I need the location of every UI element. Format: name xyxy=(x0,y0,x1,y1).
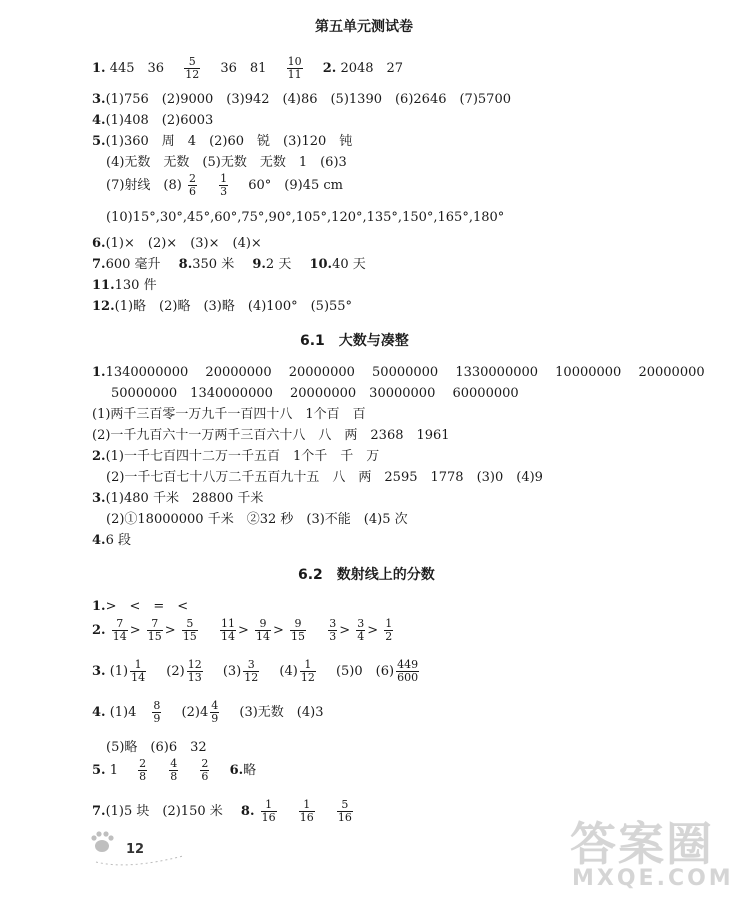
answer-text: (1)5 块 (2)150 米 xyxy=(105,804,223,819)
answer-line xyxy=(92,529,131,548)
answer-text: > < = < xyxy=(105,599,189,614)
answer-line xyxy=(92,361,705,380)
question-number: 5. xyxy=(92,134,106,149)
fraction: $\frac{11}{14}$ xyxy=(220,617,235,643)
answer-text: (2)①18000000 千米 ②32 秒 (3)不能 (4)5 次 xyxy=(106,512,408,527)
question-number: 1. xyxy=(92,365,106,380)
section-title: 6.1 大数与凑整 xyxy=(300,333,409,349)
fraction: $\frac{10}{11}$ xyxy=(287,55,302,81)
question-number: 1. xyxy=(92,61,106,76)
answer-line xyxy=(92,618,395,643)
fraction: $\frac{3}{12}$ xyxy=(244,658,259,684)
answer-line xyxy=(106,173,343,198)
answer-text: 40 天 xyxy=(332,257,366,272)
answer-text: (1)480 千米 28800 千米 xyxy=(105,491,264,506)
question-number: 9. xyxy=(252,257,266,272)
answer-text: 60° (9)45 cm xyxy=(248,178,344,193)
fraction: $\frac{12}{13}$ xyxy=(187,658,202,684)
answer-text: (7)射线 (8) xyxy=(106,178,182,193)
answer-line xyxy=(92,445,379,464)
page-number: 12 xyxy=(126,842,145,857)
answer-text: (4)无数 无数 (5)无数 无数 1 (6)3 xyxy=(106,155,347,170)
answer-line xyxy=(92,130,352,149)
fraction: $\frac{9}{15}$ xyxy=(291,617,306,643)
answer-line xyxy=(106,151,347,170)
answer-line xyxy=(106,508,408,527)
fraction: $\frac{2}{6}$ xyxy=(188,172,196,198)
question-number: 11. xyxy=(92,278,115,293)
greater-than: > xyxy=(367,623,379,638)
fraction: $\frac{4}{8}$ xyxy=(170,757,178,783)
question-number: 5. xyxy=(92,763,106,778)
answer-text: (1) xyxy=(109,664,129,679)
answer-text: 350 米 xyxy=(192,257,235,272)
answer-text: (2)一千九百六十一万两千三百六十八 八 两 2368 1961 xyxy=(92,428,450,443)
fraction: $\frac{8}{9}$ xyxy=(153,699,161,725)
fraction: $\frac{1}{3}$ xyxy=(220,172,228,198)
question-number: 1. xyxy=(92,599,106,614)
fraction: $\frac{5}{15}$ xyxy=(182,617,197,643)
answer-line xyxy=(92,274,157,293)
answer-text: 2048 27 xyxy=(340,61,404,76)
answer-text: (1)略 (2)略 (3)略 (4)100° (5)55° xyxy=(114,299,353,314)
greater-than: > xyxy=(129,623,141,638)
answer-line xyxy=(92,758,256,783)
answer-text: 略 xyxy=(243,763,257,778)
question-number: 10. xyxy=(309,257,333,272)
answer-line xyxy=(92,88,511,107)
greater-than: > xyxy=(273,623,284,638)
answer-text: 600 毫升 xyxy=(105,257,161,272)
answer-text: 2 天 xyxy=(265,257,292,272)
answer-text: (3) xyxy=(222,664,242,679)
question-number: 3. xyxy=(92,92,106,107)
fraction: $\frac{3}{4}$ xyxy=(357,617,365,643)
answer-line xyxy=(111,382,519,401)
answer-text: 36 81 xyxy=(220,61,267,76)
answer-text: 1340000000 20000000 20000000 50000000 1330000000 10000000 20000000 xyxy=(105,365,705,380)
answer-text: (5)0 (6) xyxy=(335,664,395,679)
fraction: $\frac{2}{8}$ xyxy=(139,757,147,783)
question-number: 7. xyxy=(92,804,106,819)
answer-text: 6 段 xyxy=(105,533,131,548)
answer-text: (1)4 xyxy=(109,705,137,720)
answer-text: (5)略 (6)6 32 xyxy=(106,740,207,755)
fraction: $\frac{5}{16}$ xyxy=(337,798,352,824)
question-number: 12. xyxy=(92,299,115,314)
question-number: 8. xyxy=(240,804,255,819)
answer-line xyxy=(92,403,366,422)
answer-line xyxy=(106,466,543,485)
fraction: $\frac{3}{3}$ xyxy=(329,617,337,643)
fraction: $\frac{4}{9}$ xyxy=(211,699,219,725)
answer-line xyxy=(106,736,207,755)
answer-line xyxy=(92,595,188,614)
answer-line xyxy=(92,700,323,725)
answer-line xyxy=(92,487,263,506)
answer-line xyxy=(92,295,352,314)
watermark-url: MXQE.COM xyxy=(572,866,734,891)
answer-line xyxy=(92,424,450,443)
question-number: 6. xyxy=(92,236,106,251)
answer-line xyxy=(92,799,355,824)
greater-than: > xyxy=(237,623,249,638)
fraction: $\frac{7}{14}$ xyxy=(112,617,127,643)
answer-line xyxy=(92,232,262,251)
fraction: $\frac{1}{2}$ xyxy=(385,617,393,643)
answer-text: (2) xyxy=(166,664,185,679)
greater-than: > xyxy=(164,623,176,638)
greater-than: > xyxy=(339,623,351,638)
answer-text: 445 36 xyxy=(109,61,165,76)
section-title: 第五单元测试卷 xyxy=(315,19,413,35)
answer-text: (1)两千三百零一万九千一百四十八 1个百 百 xyxy=(92,407,366,422)
answer-text: (10)15°,30°,45°,60°,75°,90°,105°,120°,135°,150°,165°,180° xyxy=(106,210,505,225)
answer-text: 50000000 1340000000 20000000 30000000 60000000 xyxy=(111,386,519,401)
question-number: 3. xyxy=(92,664,106,679)
fraction: $\frac{7}{15}$ xyxy=(147,617,162,643)
fraction: $\frac{2}{6}$ xyxy=(201,757,209,783)
answer-text: 1 xyxy=(109,763,118,778)
answer-line xyxy=(92,109,213,128)
fraction: $\frac{1}{14}$ xyxy=(131,658,146,684)
answer-text: 130 件 xyxy=(114,278,157,293)
answer-line xyxy=(106,210,504,225)
question-number: 4. xyxy=(92,113,106,128)
question-number: 2. xyxy=(92,449,106,464)
answer-text: (2)4 xyxy=(181,705,209,720)
answer-text: (1)360 周 4 (2)60 锐 (3)120 钝 xyxy=(105,134,353,149)
question-number: 2. xyxy=(322,61,337,76)
answer-text: (1)一千七百四十二万一千五百 1个千 千 万 xyxy=(105,449,380,464)
fraction: $\frac{449}{600}$ xyxy=(397,658,419,684)
question-number: 4. xyxy=(92,705,106,720)
answer-text: (4) xyxy=(279,664,298,679)
answer-text: (1)756 (2)9000 (3)942 (4)86 (5)1390 (6)2646 (7)5700 xyxy=(105,92,511,107)
answer-text: (1)408 (2)6003 xyxy=(105,113,214,128)
question-number: 2. xyxy=(92,623,106,638)
fraction: $\frac{1}{16}$ xyxy=(299,798,314,824)
answer-text: (3)无数 (4)3 xyxy=(239,705,324,720)
fraction: $\frac{1}{16}$ xyxy=(261,798,276,824)
answer-text: (1)× (2)× (3)× (4)× xyxy=(105,236,262,251)
question-number: 7. xyxy=(92,257,106,272)
watermark-logo: 答案圈 xyxy=(570,817,714,871)
answer-line xyxy=(92,253,366,272)
question-number: 4. xyxy=(92,533,106,548)
question-number: 3. xyxy=(92,491,106,506)
fraction: $\frac{5}{12}$ xyxy=(185,55,200,81)
answer-line xyxy=(92,659,421,684)
section-title: 6.2 数射线上的分数 xyxy=(298,567,435,583)
answer-line xyxy=(92,56,403,81)
fraction: $\frac{9}{14}$ xyxy=(256,617,270,643)
answer-text: (2)一千七百七十八万二千五百九十五 八 两 2595 1778 (3)0 (4)9 xyxy=(106,470,543,485)
fraction: $\frac{1}{12}$ xyxy=(300,658,315,684)
question-number: 6. xyxy=(229,763,244,778)
question-number: 8. xyxy=(178,257,193,272)
